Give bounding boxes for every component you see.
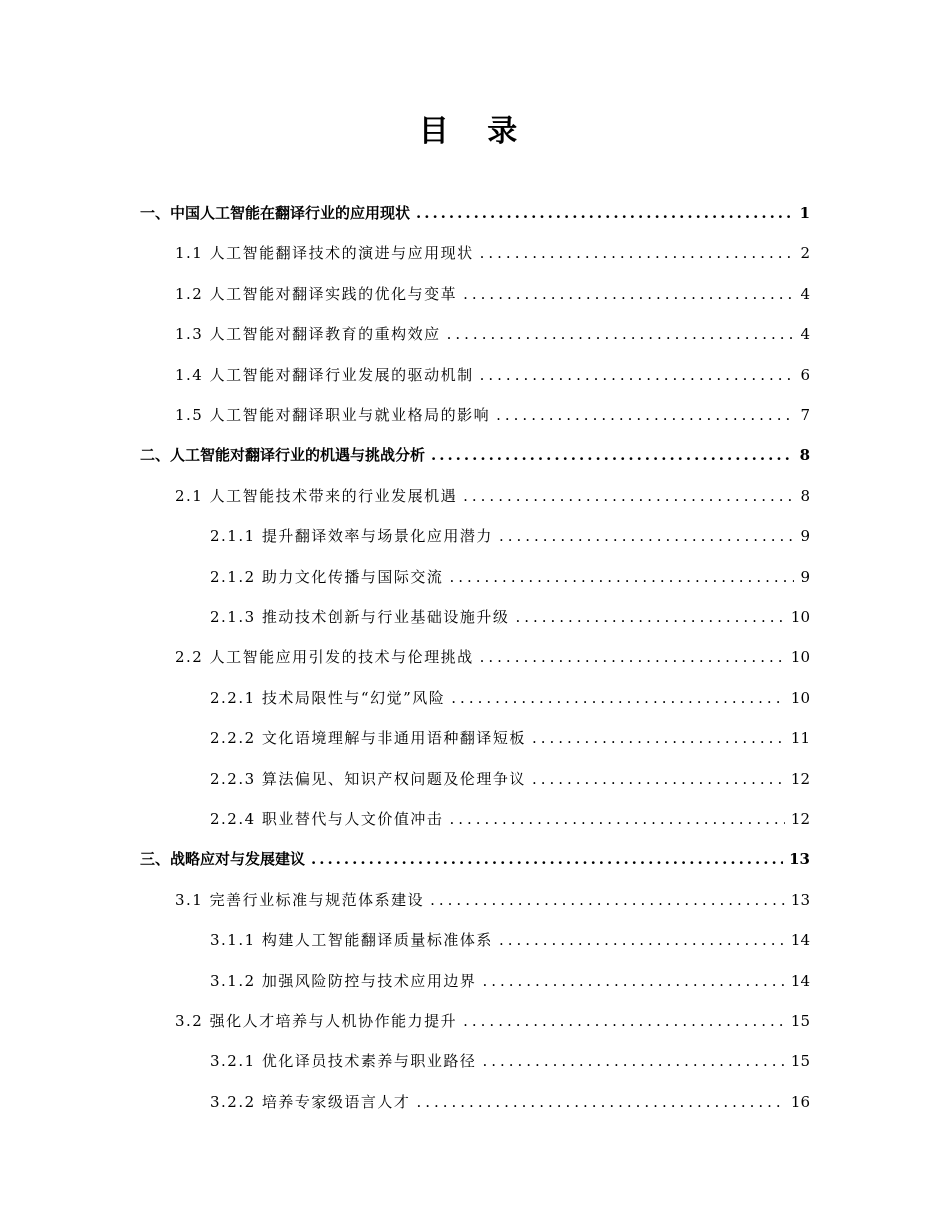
toc-dot-leader: [416, 1082, 784, 1122]
toc-dot-leader: [480, 355, 795, 395]
toc-entry-title: 1.4 人工智能对翻译行业发展的驱动机制: [175, 365, 474, 384]
toc-dot-leader: [480, 637, 785, 677]
toc-entry-level-3[interactable]: [210, 597, 810, 637]
toc-entry-level-3[interactable]: [210, 678, 810, 718]
toc-page-number: 12: [790, 810, 810, 828]
toc-entry-level-2[interactable]: [175, 395, 810, 435]
toc-entry-level-1[interactable]: [140, 839, 810, 879]
toc-entry-title: 2.2.4 职业替代与人文价值冲击: [210, 810, 444, 828]
toc-entry-level-2[interactable]: [175, 476, 810, 516]
toc-entry-level-3[interactable]: [210, 557, 810, 597]
toc-entry-title: 3.1 完善行业标准与规范体系建设: [175, 890, 425, 909]
toc-dot-leader: [463, 1001, 785, 1041]
toc-entry-title: 二、人工智能对翻译行业的机遇与挑战分析: [140, 446, 426, 465]
toc-page-number: 15: [790, 1012, 810, 1030]
toc-entry-level-1[interactable]: [140, 193, 810, 233]
toc-entry-title: 1.3 人工智能对翻译教育的重构效应: [175, 325, 441, 344]
toc-page-number: 14: [790, 971, 810, 990]
toc-page-number: 7: [800, 406, 810, 424]
toc-dot-leader: [430, 880, 785, 920]
toc-page-number: 9: [800, 527, 810, 546]
toc-entry-title: 2.1.3 推动技术创新与行业基础设施升级: [210, 608, 510, 626]
toc-page-number: 9: [800, 567, 810, 586]
toc-entry-level-3[interactable]: [210, 799, 810, 839]
toc-entry-title: 1.5 人工智能对翻译职业与就业格局的影响: [175, 406, 491, 424]
toc-dot-leader: [482, 1041, 784, 1081]
toc-page-number: 8: [799, 446, 810, 465]
toc-page-number: 2: [800, 244, 810, 263]
toc-entry-title: 2.1.2 助力文化传播与国际交流: [210, 567, 444, 586]
toc-dot-leader: [449, 557, 794, 597]
toc-entry-level-3[interactable]: [210, 516, 810, 556]
toc-entry-level-3[interactable]: [210, 1082, 810, 1122]
toc-dot-leader: [480, 233, 795, 273]
toc-entry-title: 1.2 人工智能对翻译实践的优化与变革: [175, 284, 458, 303]
toc-page-number: 10: [790, 648, 810, 667]
toc-entry-level-2[interactable]: [175, 274, 810, 314]
toc-entry-title: 2.1.1 提升翻译效率与场景化应用潜力: [210, 527, 493, 546]
toc-entry-title: 一、中国人工智能在翻译行业的应用现状: [140, 204, 411, 222]
toc-dot-leader: [449, 799, 784, 839]
toc-entry-level-3[interactable]: [210, 1041, 810, 1081]
toc-entry-title: 3.2.1 优化译员技术素养与职业路径: [210, 1052, 477, 1071]
toc-entry-title: 2.2.1 技术局限性与“幻觉”风险: [210, 688, 446, 707]
toc-dot-leader: [416, 193, 794, 233]
toc-page-number: 4: [800, 325, 810, 344]
toc-entry-level-2[interactable]: [175, 1001, 810, 1041]
toc-page-number: 12: [790, 769, 810, 788]
toc-entry-title: 2.2.3 算法偏见、知识产权问题及伦理争议: [210, 769, 526, 788]
toc-title: 目 录: [418, 114, 532, 149]
toc-dot-leader: [463, 476, 794, 516]
toc-dot-leader: [451, 678, 785, 718]
toc-dot-leader: [499, 920, 785, 960]
toc-entry-title: 2.2.2 文化语境理解与非通用语种翻译短板: [210, 729, 526, 748]
toc-entry-level-2[interactable]: [175, 314, 810, 354]
toc-entry-level-2[interactable]: [175, 233, 810, 273]
toc-page-number: 13: [790, 890, 810, 909]
toc-page-number: 6: [800, 365, 810, 384]
toc-entry-title: 3.1.1 构建人工智能翻译质量标准体系: [210, 931, 493, 950]
toc-dot-leader: [311, 839, 783, 879]
toc-dot-leader: [515, 597, 784, 637]
toc-page-number: 11: [790, 729, 810, 748]
toc-dot-leader: [431, 435, 794, 475]
toc-entry-title: 2.1 人工智能技术带来的行业发展机遇: [175, 486, 458, 505]
toc-dot-leader: [463, 274, 794, 314]
toc-dot-leader: [482, 961, 784, 1001]
toc-entry-title: 1.1 人工智能翻译技术的演进与应用现状: [175, 244, 474, 263]
toc-page-number: 10: [790, 688, 810, 707]
toc-dot-leader: [532, 718, 785, 758]
toc-entry-title: 三、战略应对与发展建议: [140, 850, 306, 869]
toc-entry-title: 3.1.2 加强风险防控与技术应用边界: [210, 971, 477, 990]
toc-dot-leader: [499, 516, 795, 556]
toc-page-number: 10: [790, 608, 810, 626]
toc-entry-title: 3.2.2 培养专家级语言人才: [210, 1092, 411, 1111]
toc-page-number: 8: [800, 486, 810, 505]
toc-dot-leader: [532, 759, 785, 799]
toc-entry-level-3[interactable]: [210, 961, 810, 1001]
toc-page-number: 15: [790, 1052, 810, 1071]
toc-page-number: 13: [789, 850, 810, 869]
toc-entry-level-1[interactable]: [140, 435, 810, 475]
toc-entry-title: 2.2 人工智能应用引发的技术与伦理挑战: [175, 648, 474, 667]
toc-dot-leader: [496, 395, 794, 435]
toc-entry-level-3[interactable]: [210, 920, 810, 960]
toc-entry-level-3[interactable]: [210, 759, 810, 799]
toc-entry-level-3[interactable]: [210, 718, 810, 758]
toc-page-number: 1: [799, 204, 810, 222]
toc-entry-level-2[interactable]: [175, 880, 810, 920]
toc-entry-level-2[interactable]: [175, 637, 810, 677]
toc-dot-leader: [447, 314, 795, 354]
toc-page-number: 16: [790, 1092, 810, 1111]
toc-page-number: 14: [790, 931, 810, 950]
toc-entry-level-2[interactable]: [175, 355, 810, 395]
toc-page-number: 4: [800, 284, 810, 303]
toc-entry-title: 3.2 强化人才培养与人机协作能力提升: [175, 1012, 458, 1030]
